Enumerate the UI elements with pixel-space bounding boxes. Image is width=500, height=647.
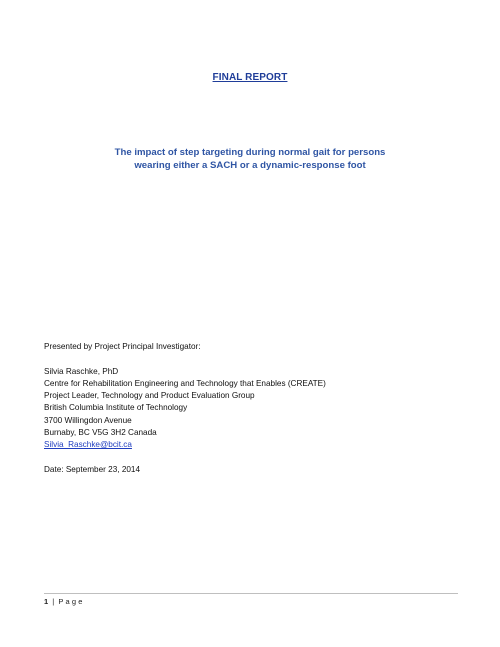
page-label: Page xyxy=(58,597,85,606)
report-heading: FINAL REPORT xyxy=(212,72,288,83)
address-street: 3700 Willingdon Avenue xyxy=(44,415,132,425)
report-title-line-1: The impact of step targeting during normal gait for persons xyxy=(114,147,386,158)
page-number: 1 xyxy=(44,597,49,606)
email-line xyxy=(44,439,464,451)
footer-separator: | xyxy=(52,597,55,606)
investigator-institute: British Columbia Institute of Technology xyxy=(44,403,188,413)
email-link[interactable]: Silvia_Raschke@bcit.ca xyxy=(44,440,132,450)
report-title xyxy=(60,146,440,172)
investigator-centre: Centre for Rehabilitation Engineering and Technology that Enables (CREATE) xyxy=(44,378,326,388)
investigator-name: Silvia Raschke, PhD xyxy=(44,366,119,376)
spacer xyxy=(44,452,464,464)
report-date: Date: September 23, 2014 xyxy=(44,464,141,474)
page-footer xyxy=(44,597,85,606)
report-title-line-2: wearing either a SACH or a dynamic-response foot xyxy=(134,160,366,171)
investigator-role: Project Leader, Technology and Product Evaluation Group xyxy=(44,391,255,401)
footer-divider xyxy=(44,593,458,594)
presented-by-label: Presented by Project Principal Investigator: xyxy=(44,342,201,351)
spacer xyxy=(44,353,464,365)
address-city: Burnaby, BC V5G 3H2 Canada xyxy=(44,428,157,438)
presenter-block xyxy=(44,341,464,476)
